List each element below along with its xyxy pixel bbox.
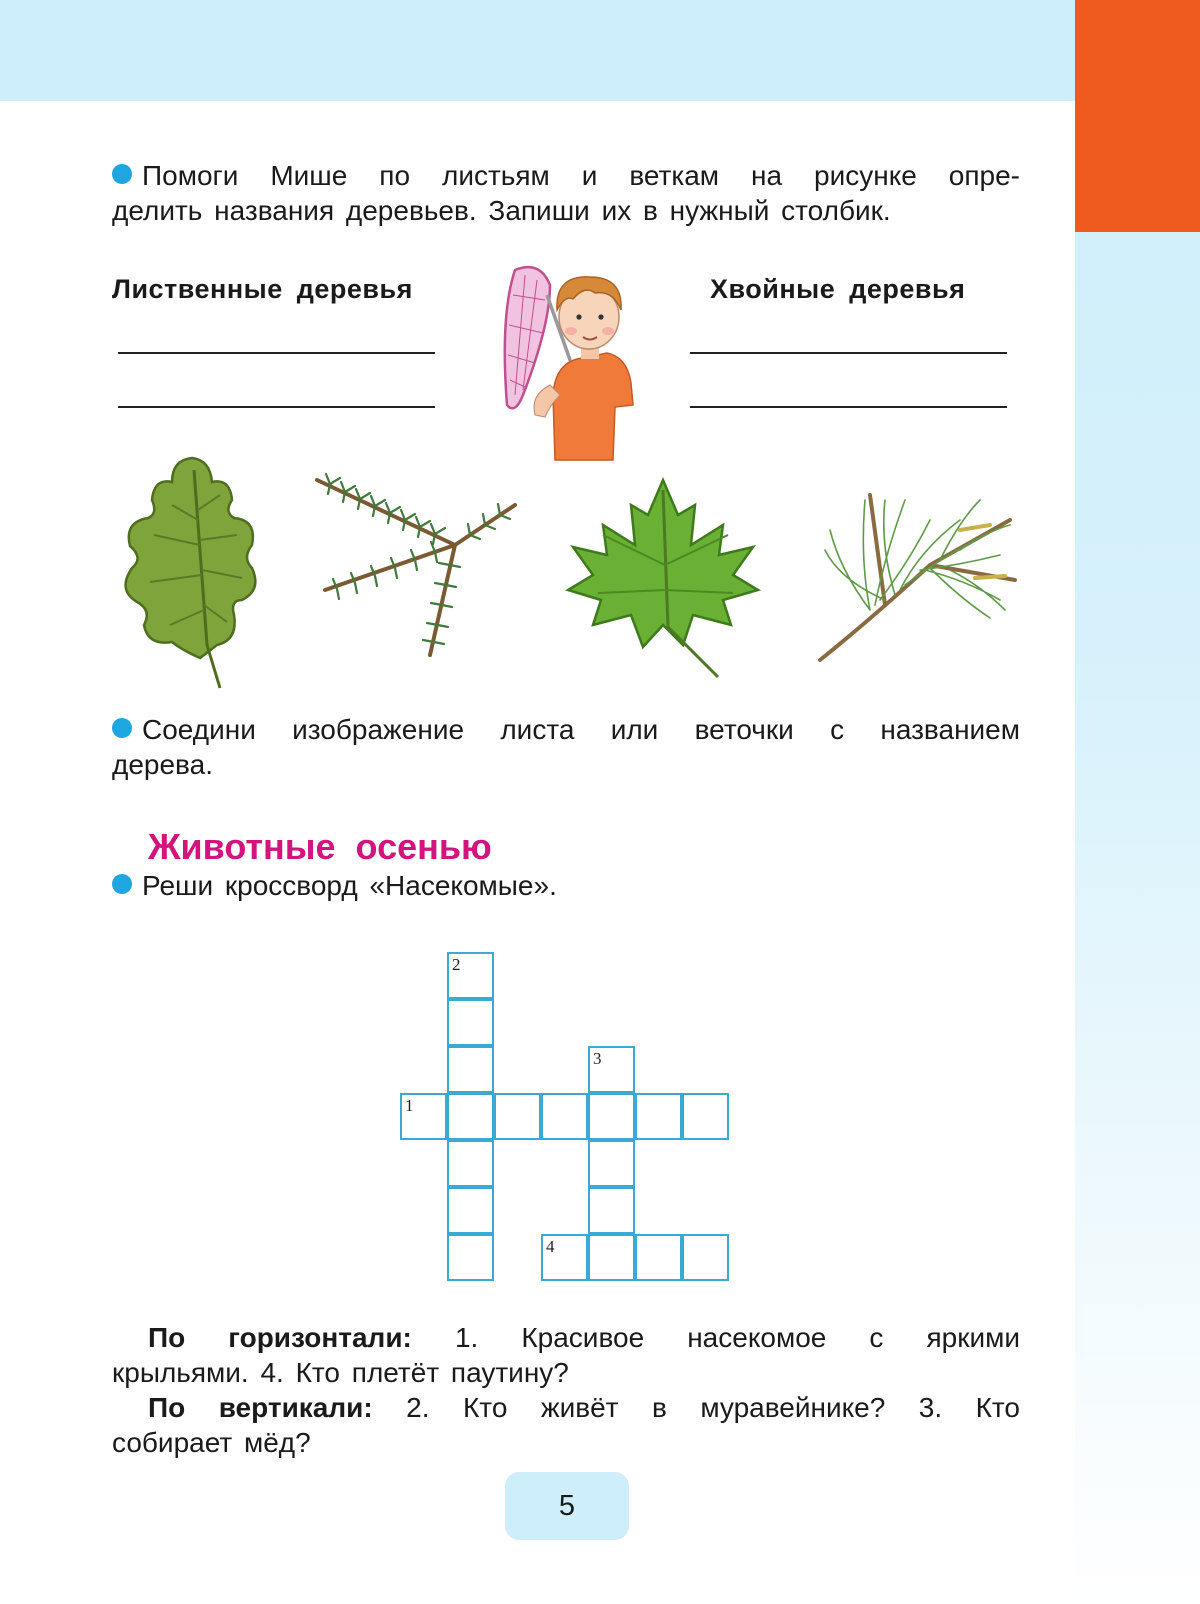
crossword-cell[interactable] (447, 1093, 494, 1140)
butterfly-net-icon (505, 267, 550, 408)
task1-text (112, 158, 1020, 228)
vertical-label: По вертикали: (148, 1392, 373, 1423)
chapter-tab (1075, 0, 1200, 232)
coniferous-answer-line-2[interactable] (690, 406, 1007, 408)
crossword-cell[interactable] (682, 1093, 729, 1140)
coniferous-column-title: Хвойные деревья (710, 274, 966, 304)
task1-line2: делить названия деревьев. Запиши их в нужный столбик. (112, 195, 891, 226)
crossword-cell[interactable] (588, 1093, 635, 1140)
page-number (505, 1472, 629, 1540)
crossword-cell[interactable] (447, 999, 494, 1046)
horizontal-label: По горизонтали: (148, 1322, 412, 1353)
clue-number-1: 1 (405, 1096, 414, 1115)
horizontal-clue-text-2: крыльями. 4. Кто плетёт паутину? (112, 1357, 569, 1388)
task3-line: Реши кроссворд «Насекомые». (142, 870, 557, 901)
vertical-clue-text: 2. Кто живёт в муравейнике? 3. Кто (406, 1392, 1020, 1423)
right-edge-strip (1075, 0, 1200, 1604)
boy-with-net-illustration (495, 255, 655, 465)
section-title: Животные осенью (148, 826, 492, 867)
crossword-cell[interactable] (447, 1234, 494, 1281)
deciduous-column-title: Лиственные деревья (112, 274, 413, 304)
crossword-cell[interactable] (447, 1140, 494, 1187)
vertical-clues (112, 1390, 1020, 1460)
task2-text (112, 712, 1020, 782)
maple-leaf-illustration (563, 475, 768, 695)
crossword-cell[interactable] (588, 1234, 635, 1281)
bullet-icon (112, 718, 132, 738)
oak-leaf-illustration (112, 450, 272, 695)
coniferous-answer-line-1[interactable] (690, 352, 1007, 354)
crossword-cell[interactable] (400, 1093, 447, 1140)
task3-text (112, 868, 1020, 903)
spruce-branch-illustration (305, 470, 520, 665)
crossword-cell[interactable] (447, 1046, 494, 1093)
crossword-cell[interactable] (635, 1234, 682, 1281)
crossword-cell[interactable] (635, 1093, 682, 1140)
crossword-cell[interactable] (494, 1093, 541, 1140)
crossword-cell[interactable] (682, 1234, 729, 1281)
crossword-cell[interactable] (447, 952, 494, 999)
pine-branch-illustration (810, 470, 1020, 670)
clue-number-3: 3 (593, 1049, 602, 1068)
clue-number-2: 2 (452, 955, 461, 974)
crossword-cell[interactable] (588, 1046, 635, 1093)
bullet-icon (112, 164, 132, 184)
deciduous-answer-line-2[interactable] (118, 406, 435, 408)
task2-line1: Соедини изображение листа или веточки с названием (142, 714, 1020, 745)
deciduous-answer-line-1[interactable] (118, 352, 435, 354)
crossword-cell[interactable] (541, 1234, 588, 1281)
vertical-clue-text-2: собирает мёд? (112, 1427, 311, 1458)
crossword-cell[interactable] (588, 1140, 635, 1187)
horizontal-clues (112, 1320, 1020, 1390)
crossword-cell[interactable] (541, 1093, 588, 1140)
top-color-band (0, 0, 1075, 101)
horizontal-clue-text: 1. Красивое насекомое с яркими (454, 1322, 1020, 1353)
page-number-text: 5 (558, 1489, 576, 1522)
task2-line2: дерева. (112, 749, 213, 780)
crossword-cell[interactable] (447, 1187, 494, 1234)
task1-line1: Помоги Мише по листьям и веткам на рисунке опре- (142, 160, 1020, 191)
crossword-cell[interactable] (588, 1187, 635, 1234)
bullet-icon (112, 874, 132, 894)
clue-number-4: 4 (546, 1237, 555, 1256)
